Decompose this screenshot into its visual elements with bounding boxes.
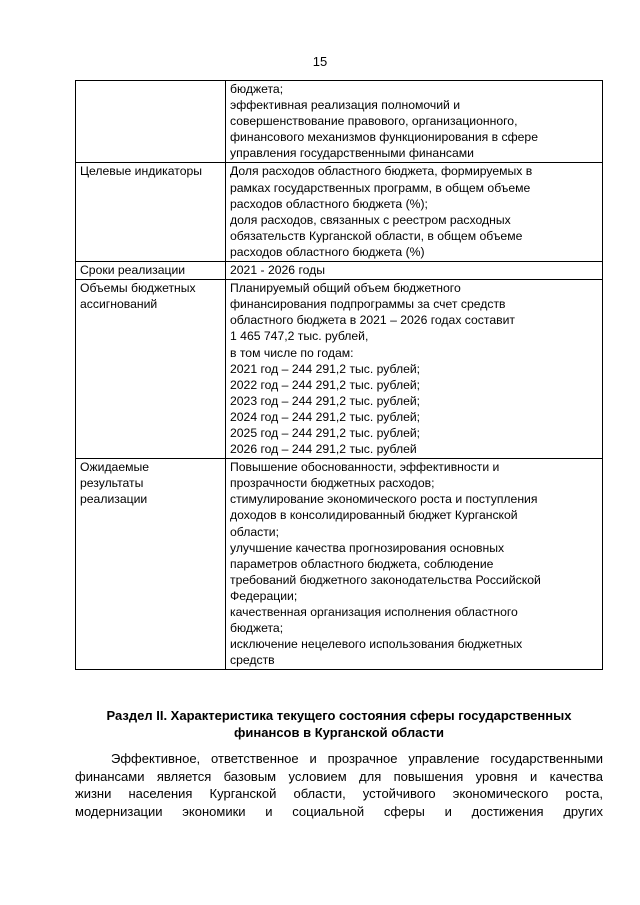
row-label-line: Сроки реализации	[80, 263, 186, 278]
row-content-line: 2024 год – 244 291,2 тыс. рублей;	[230, 409, 421, 424]
row-content-cell	[226, 280, 603, 459]
row-content-line: качественная организация исполнения областного	[230, 605, 518, 619]
page-number: 15	[312, 54, 328, 69]
row-content-line: улучшение качества прогнозирования основных	[230, 540, 505, 555]
row-content-line: 2022 год – 244 291,2 тыс. рублей;	[230, 377, 421, 392]
row-content-line: прозрачности бюджетных расходов;	[230, 476, 435, 491]
row-content-line: стимулирование экономического роста и поступления	[230, 492, 538, 507]
paragraph-line: жизни населения Курганской области, устойчивого экономического роста,	[75, 786, 603, 801]
row-content-line: финансового механизмов функционирования в сфере	[230, 130, 538, 145]
row-label-line: Объемы бюджетных	[80, 281, 196, 296]
table-row	[76, 81, 603, 163]
section-title	[75, 707, 603, 741]
table-row	[76, 163, 603, 262]
table-row	[76, 280, 603, 459]
row-content-line: 2025 год – 244 291,2 тыс. рублей;	[230, 425, 421, 440]
row-content-line: рамках государственных программ, в общем объеме	[230, 180, 531, 195]
row-content-line: обязательств Курганской области, в общем объеме	[230, 228, 523, 243]
row-label-cell	[76, 163, 226, 262]
paragraph-line: модернизации экономики и социальной сферы и достижения других	[75, 803, 603, 819]
section-title-line: финансов в Курганской области	[234, 725, 444, 740]
row-content-line: бюджета;	[230, 82, 284, 96]
section-paragraph	[75, 750, 603, 820]
row-label-line: Ожидаемые	[80, 460, 150, 475]
row-content-line: доходов в консолидированный бюджет Курганской	[230, 508, 518, 523]
row-label-cell	[76, 459, 226, 670]
row-content-line: в том числе по годам:	[230, 345, 354, 360]
row-content-cell	[226, 459, 603, 670]
row-content-line: финансирования подпрограммы за счет средств	[230, 297, 506, 312]
row-label-line: реализации	[80, 492, 148, 507]
row-content-line: эффективная реализация полномочий и	[230, 98, 461, 113]
row-content-line: 2021 год – 244 291,2 тыс. рублей;	[230, 361, 421, 376]
row-content-line: Повышение обоснованности, эффективности и	[230, 460, 500, 475]
passport-table-body	[76, 81, 603, 670]
row-label-cell	[76, 280, 226, 459]
row-content-line: исключение нецелевого использования бюджетных	[230, 637, 523, 652]
row-label-cell	[76, 81, 226, 163]
table-row	[76, 459, 603, 670]
row-content-line: требований бюджетного законодательства Российской	[230, 572, 541, 587]
row-content-line: Доля расходов областного бюджета, формируемых в	[230, 164, 533, 179]
row-content-line: 2026 год – 244 291,2 тыс. рублей	[230, 442, 417, 457]
row-content-line: средств	[230, 653, 275, 668]
row-content-line: Планируемый общий объем бюджетного	[230, 281, 461, 296]
row-content-line: 1 465 747,2 тыс. рублей,	[230, 329, 369, 344]
row-content-line: 2023 год – 244 291,2 тыс. рублей;	[230, 393, 421, 408]
table-row	[76, 262, 603, 280]
row-label-line: Целевые индикаторы	[80, 164, 203, 179]
row-label-cell	[76, 262, 226, 280]
subprogram-passport-table	[75, 80, 603, 670]
row-content-line: области;	[230, 524, 279, 539]
row-content-line: расходов областного бюджета (%)	[230, 244, 425, 259]
row-label-line: ассигнований	[80, 297, 158, 312]
row-content-line: расходов областного бюджета (%);	[230, 196, 428, 211]
row-content-cell	[226, 262, 603, 280]
row-content-line: бюджета;	[230, 621, 284, 636]
paragraph-line: Эффективное, ответственное и прозрачное управление государственными	[111, 751, 603, 766]
row-content-line: управления государственными финансами	[230, 146, 474, 161]
row-content-line: доля расходов, связанных с реестром расходных	[230, 212, 511, 227]
paragraph-line: финансами является базовым условием для повышения уровня и качества	[75, 768, 603, 784]
row-content-cell	[226, 163, 603, 262]
row-label-line: результаты	[80, 476, 144, 491]
row-content-line: совершенствование правового, организационного,	[230, 114, 518, 129]
row-content-line: областного бюджета в 2021 – 2026 годах составит	[230, 313, 515, 328]
row-content-cell	[226, 81, 603, 163]
section-title-line: Раздел II. Характеристика текущего состояния сферы государственных	[106, 708, 572, 723]
row-content-line: 2021 - 2026 годы	[230, 263, 326, 278]
row-content-line: параметров областного бюджета, соблюдение	[230, 556, 494, 571]
row-content-line: Федерации;	[230, 588, 298, 603]
